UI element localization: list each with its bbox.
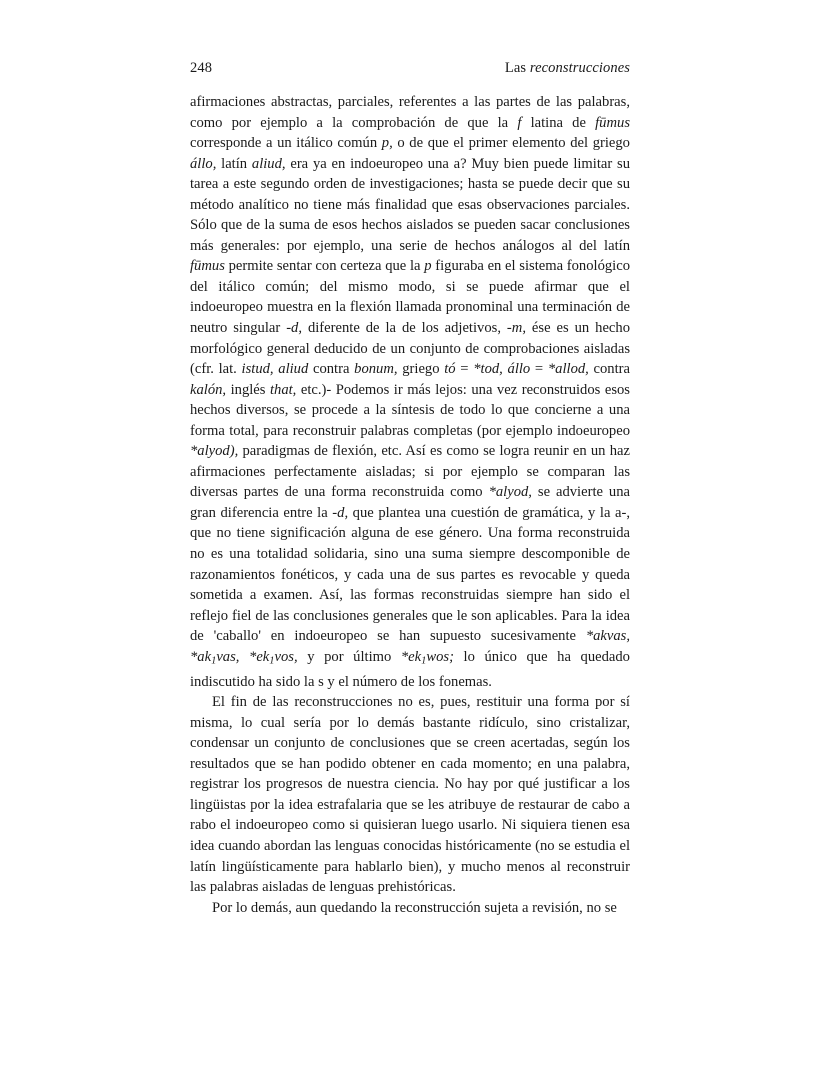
running-title-italic: reconstrucciones xyxy=(529,60,630,76)
paragraph: El fin de las reconstrucciones no es, pues, restituir una forma por sí misma, lo cual sería por lo demás bastante ridículo, sino cristalizar, condensar un conjunto de conclusiones que se creen acertadas, según los resultados que se han podido obtener en cada momento; en una palabra, registrar los progresos de nuestra ciencia. No hay por qué justificar a los lingüistas por la idea estrafalaria que se les atribuye de restaurar de cabo a rabo el indoeuropeo como si quisieran luego usarlo. Ni siquiera tienen esa idea cuando abordan las lenguas conocidas históricamente (no se estudia el latín lingüísticamente para hablarlo bien), y mucho menos al reconstruir las palabras aisladas de lenguas prehistóricas. xyxy=(190,694,630,896)
paragraph: Por lo demás, aun quedando la reconstrucción sujeta a revisión, no se xyxy=(212,899,617,916)
page-folio: 248 xyxy=(190,60,213,76)
body-text xyxy=(190,92,630,918)
paragraph: afirmaciones abstractas, parciales, referentes a las partes de las palabras, como por ejemplo a la comprobación de que la f latina de fūmus corresponde a un itálico común p, o de que el primer elemento del griego állo, latín aliud, era ya en indoeuropeo una a? Muy bien puede limitar su tarea a este segundo orden de investigaciones; hasta se puede decir que su método analítico no tiene más finalidad que esas observaciones parciales. Sólo que de la suma de esos hechos aislados se pueden sacar conclusiones más generales: por ejemplo, una serie de hechos análogos al del latín fūmus permite sentar con certeza que la p figuraba en el sistema fonológico del itálico común; del mismo modo, si se puede afirmar que el indoeuropeo muestra en la flexión llamada pronominal una terminación de neutro singular -d, diferente de la de los adjetivos, -m, ése es un hecho morfológico general deducido de un conjunto de comprobaciones aisladas (cfr. lat. istud, aliud contra bonum, griego tó = *tod, állo = *allod, contra kalón, inglés that, etc.)- Podemos ir más lejos: una vez reconstruidos esos hechos diversos, se procede a la síntesis de todo lo que concierne a una forma total, para reconstruir palabras completas (por ejemplo indoeuropeo *alyod), paradigmas de flexión, etc. Así es como se logra reunir en un haz afirmaciones perfectamente aisladas; si por ejemplo se comparan las diversas partes de una forma reconstruida como *alyod, se advierte una gran diferencia entre la -d, que plantea una cuestión de gramática, y la a-, que no tiene significación alguna de ese género. Una forma reconstruida no es una totalidad solidaria, sino una suma siempre descomponible de razonamientos fonéticos, y cada una de sus partes es revocable y queda sometida a examen. Así, las formas reconstruidas siempre han sido el reflejo fiel de las conclusiones generales que le son aplicables. Para la idea de 'caballo' en indoeuropeo se han supuesto sucesivamente *akvas, $*ak_1vas$, $*ek_1vos$, y por último $*ek_1wos$; lo único que ha quedado indiscutido ha sido la s y el número de los fonemas. xyxy=(190,94,631,690)
page-header xyxy=(190,60,630,77)
running-title-plain: Las xyxy=(504,60,530,76)
running-title xyxy=(505,60,630,77)
